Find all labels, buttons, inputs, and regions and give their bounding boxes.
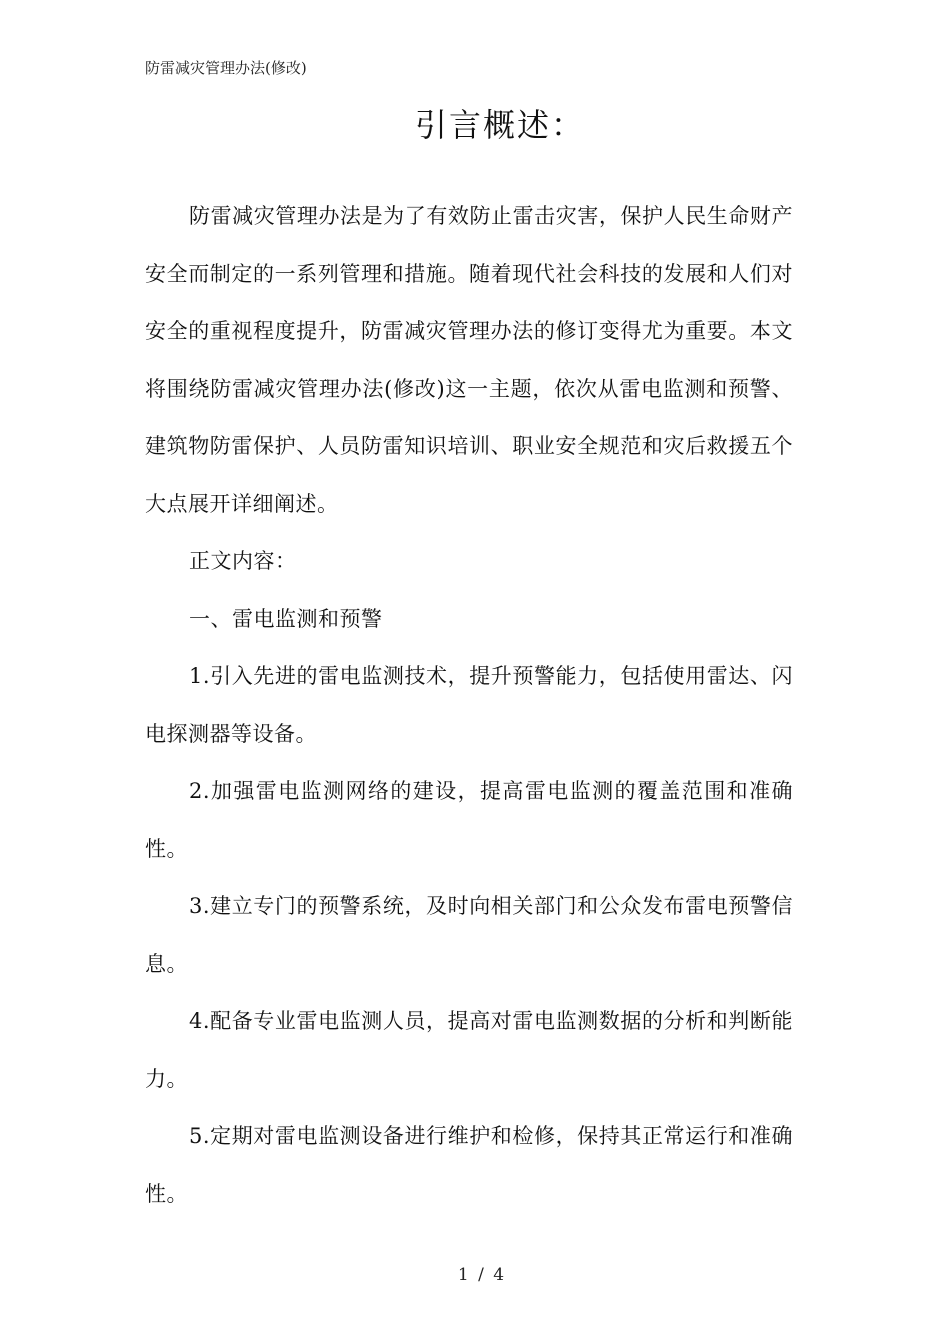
list-item: 3.建立专门的预警系统，及时向相关部门和公众发布雷电预警信息。 [145,894,793,976]
page-number: 1 / 4 [457,1265,507,1285]
list-item: 1.引入先进的雷电监测技术，提升预警能力，包括使用雷达、闪电探测器等设备。 [145,664,793,746]
list-item: 4.配备专业雷电监测人员，提高对雷电监测数据的分析和判断能力。 [145,1009,793,1091]
body-label: 正文内容： [189,549,297,573]
page-title: 引言概述： [414,106,585,144]
running-header: 防雷减灾管理办法(修改) [145,59,307,77]
list-item: 5.定期对雷电监测设备进行维护和检修，保持其正常运行和准确性。 [145,1124,793,1206]
list-item: 2.加强雷电监测网络的建设，提高雷电监测的覆盖范围和准确性。 [145,779,793,861]
document-body [145,188,793,1223]
intro-paragraph: 防雷减灾管理办法是为了有效防止雷击灾害，保护人民生命财产安全而制定的一系列管理和措施。随着现代社会科技的发展和人们对安全的重视程度提升，防雷减灾管理办法的修订变得尤为重要。本文将围绕防雷减灾管理办法(修改)这一主题，依次从雷电监测和预警、建筑物防雷保护、人员防雷知识培训、职业安全规范和灾后救援五个大点展开详细阐述。 [145,204,793,516]
section-heading: 一、雷电监测和预警 [189,606,383,631]
